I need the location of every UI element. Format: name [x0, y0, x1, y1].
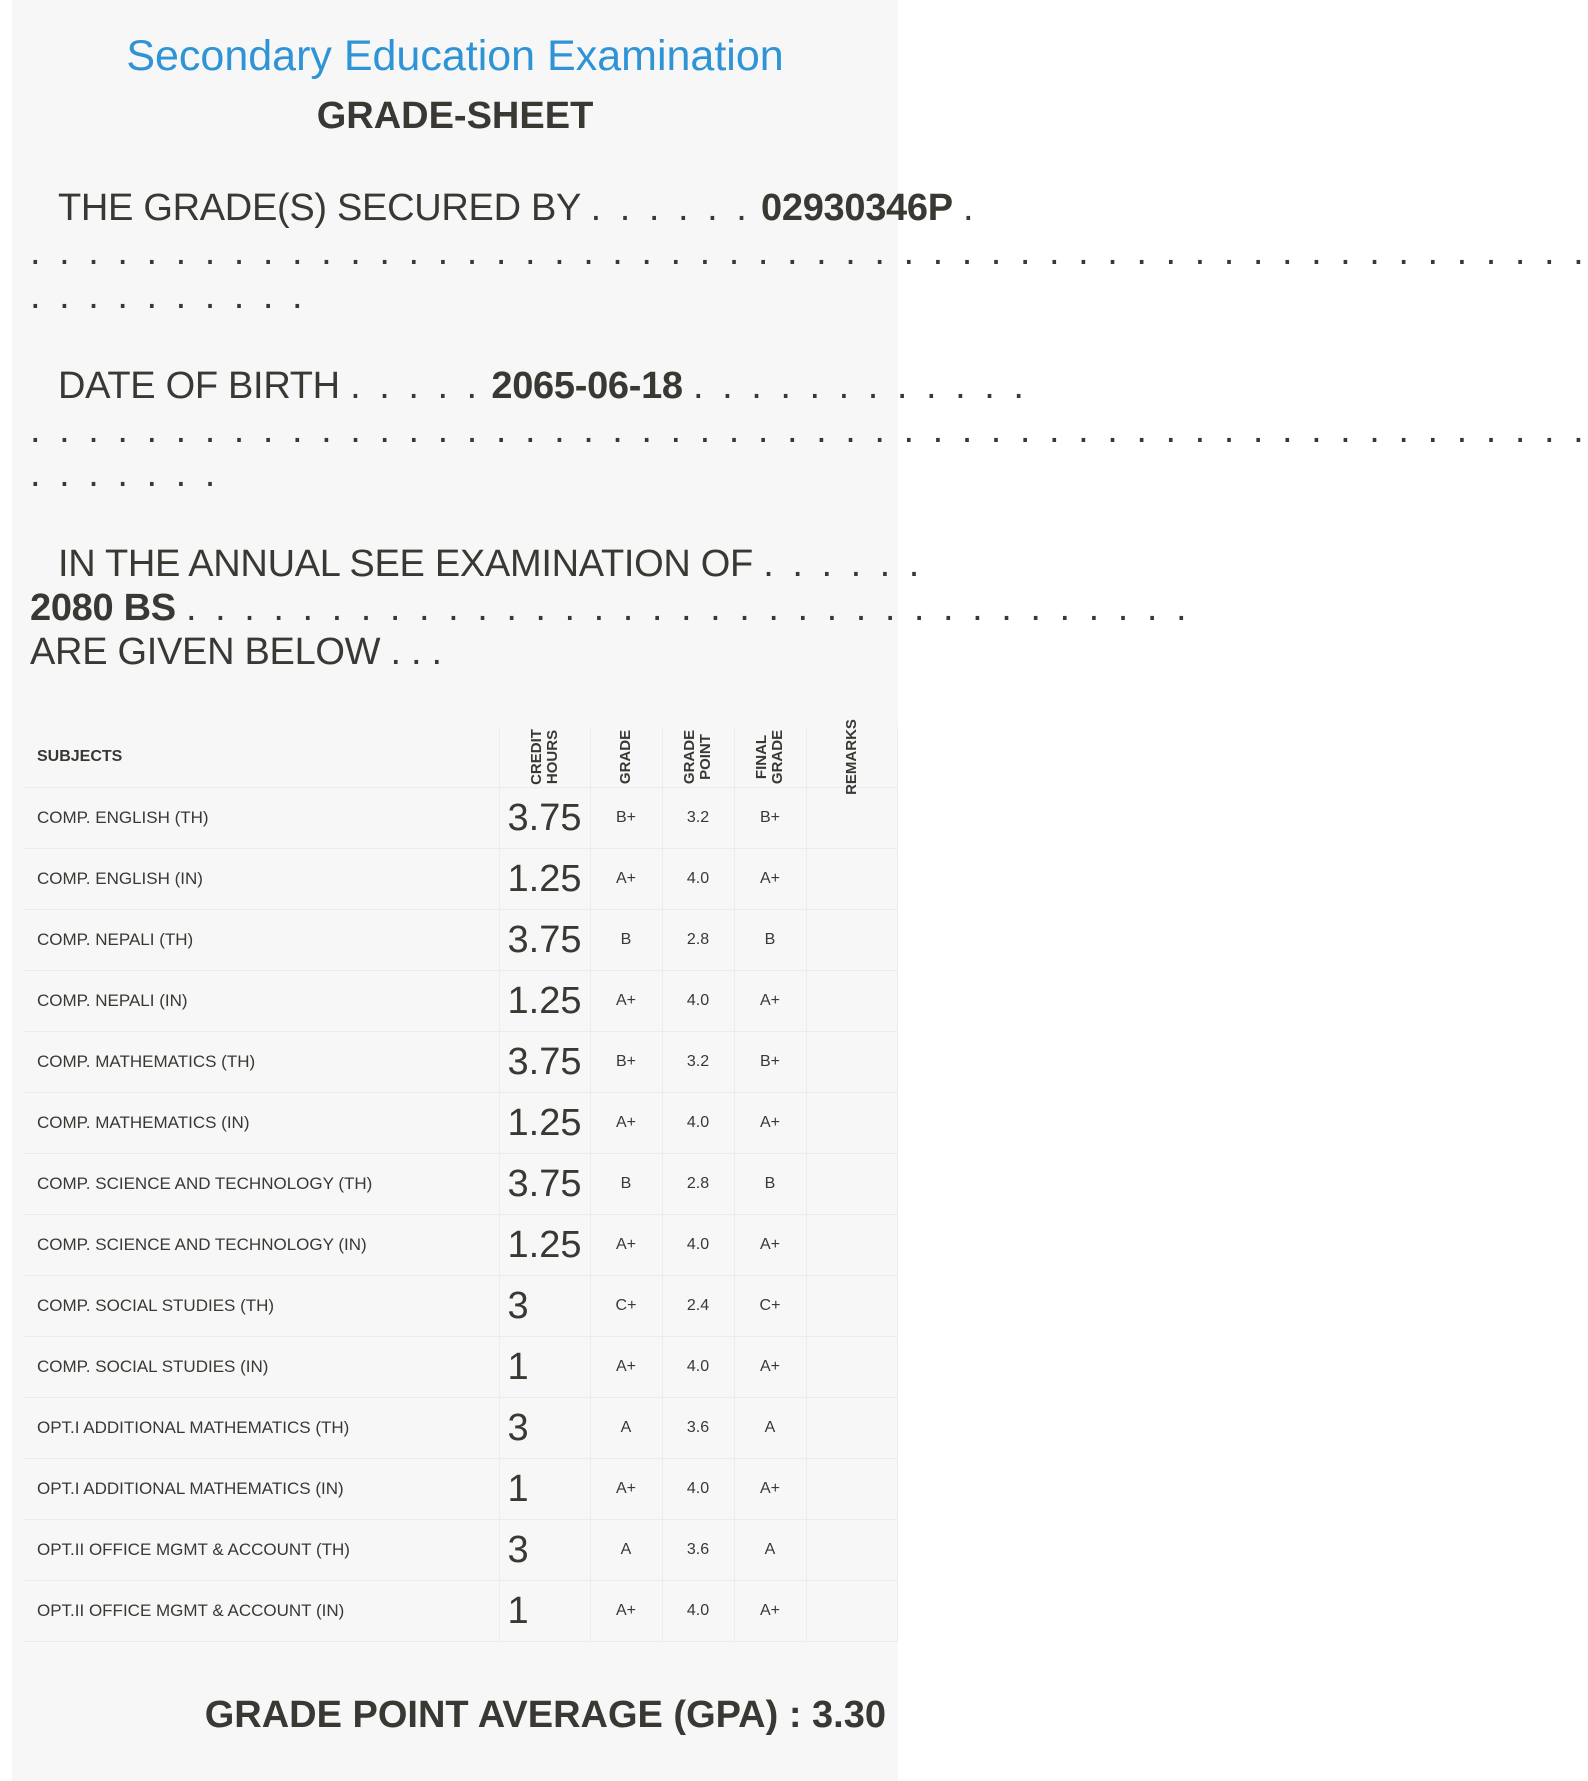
final-grade-cell: A+ [734, 1337, 806, 1398]
subject-cell: OPT.II OFFICE MGMT & ACCOUNT (IN) [24, 1581, 499, 1642]
remarks-cell [806, 1154, 897, 1215]
grade-cell: A+ [590, 1459, 662, 1520]
remarks-cell [806, 849, 897, 910]
header-grade-point: GRADE POINT [662, 727, 734, 788]
grade-point-cell: 4.0 [662, 1093, 734, 1154]
dob-paragraph: DATE OF BIRTH . . . . . 2065-06-18 . . . . . . . . . . . . . . . . . . . . . . . . . . . . . . . . . . . . . . . . . . . . . . . . . . . . . . . . . . . . . . . . . . . . . . . . . [30, 365, 1588, 495]
remarks-cell [806, 910, 897, 971]
grade-point-cell: 4.0 [662, 1459, 734, 1520]
grade-point-cell: 4.0 [662, 849, 734, 910]
final-grade-cell: A+ [734, 1581, 806, 1642]
remarks-cell [806, 1276, 897, 1337]
subject-cell: COMP. MATHEMATICS (IN) [24, 1093, 499, 1154]
grade-point-cell: 3.6 [662, 1398, 734, 1459]
credit-hours-cell: 1.25 [499, 971, 590, 1032]
remarks-cell [806, 1398, 897, 1459]
final-grade-cell: B+ [734, 1032, 806, 1093]
grade-point-cell: 3.2 [662, 788, 734, 849]
credit-hours-cell: 1 [499, 1459, 590, 1520]
final-grade-cell: A+ [734, 1459, 806, 1520]
grade-cell: A+ [590, 849, 662, 910]
sheet-title: GRADE-SHEET [316, 95, 594, 137]
grade-point-cell: 2.4 [662, 1276, 734, 1337]
remarks-cell [806, 1520, 897, 1581]
remarks-cell [806, 1093, 897, 1154]
table-row [24, 1398, 897, 1459]
subject-cell: OPT.II OFFICE MGMT & ACCOUNT (TH) [24, 1520, 499, 1581]
final-grade-cell: C+ [734, 1276, 806, 1337]
subject-cell: COMP. MATHEMATICS (TH) [24, 1032, 499, 1093]
credit-hours-cell: 3.75 [499, 1032, 590, 1093]
final-grade-cell: B [734, 910, 806, 971]
grade-point-cell: 3.2 [662, 1032, 734, 1093]
grade-cell: B+ [590, 1032, 662, 1093]
grade-table [24, 719, 898, 1642]
remarks-cell [806, 1337, 897, 1398]
credit-hours-cell: 1.25 [499, 849, 590, 910]
table-row [24, 849, 897, 910]
grade-cell: A [590, 1398, 662, 1459]
grade-cell: B [590, 910, 662, 971]
given-below-text: ARE GIVEN BELOW . . . [30, 631, 442, 673]
table-row [24, 1215, 897, 1276]
grade-point-cell: 2.8 [662, 1154, 734, 1215]
final-grade-cell: A+ [734, 1093, 806, 1154]
subject-cell: OPT.I ADDITIONAL MATHEMATICS (TH) [24, 1398, 499, 1459]
subject-cell: COMP. ENGLISH (IN) [24, 849, 499, 910]
credit-hours-cell: 3.75 [499, 910, 590, 971]
credit-hours-cell: 3 [499, 1276, 590, 1337]
grade-cell: B [590, 1154, 662, 1215]
table-row [24, 1093, 897, 1154]
table-row [24, 1276, 897, 1337]
table-row [24, 1459, 897, 1520]
grade-point-cell: 3.6 [662, 1520, 734, 1581]
credit-hours-cell: 3 [499, 1398, 590, 1459]
remarks-cell [806, 788, 897, 849]
table-row [24, 1520, 897, 1581]
grade-point-cell: 4.0 [662, 971, 734, 1032]
remarks-cell [806, 1215, 897, 1276]
table-row [24, 1337, 897, 1398]
secured-by-paragraph: THE GRADE(S) SECURED BY . . . . . . 02930346P . . . . . . . . . . . . . . . . . . . . . . . . . . . . . . . . . . . . . . . . . . . . . . . . . . . . . . . . . . . . . . . . . [30, 187, 1588, 317]
table-row [24, 910, 897, 971]
credit-hours-cell: 1.25 [499, 1215, 590, 1276]
secured-by-label: THE GRADE(S) SECURED BY [58, 187, 581, 229]
final-grade-cell: A+ [734, 971, 806, 1032]
grade-cell: A [590, 1520, 662, 1581]
exam-year: 2080 BS [30, 587, 176, 629]
exam-paragraph: IN THE ANNUAL SEE EXAMINATION OF . . . . . . 2080 BS . . . . . . . . . . . . . . . . . . . . . . . . . . . . . . . . . . . ARE GIVEN BELOW . . . [30, 543, 1191, 673]
credit-hours-cell: 1.25 [499, 1093, 590, 1154]
remarks-cell [806, 1581, 897, 1642]
final-grade-cell: B+ [734, 788, 806, 849]
subject-cell: OPT.I ADDITIONAL MATHEMATICS (IN) [24, 1459, 499, 1520]
credit-hours-cell: 3.75 [499, 1154, 590, 1215]
credit-hours-cell: 3 [499, 1520, 590, 1581]
grade-sheet [12, 0, 1588, 1781]
grade-cell: A+ [590, 1337, 662, 1398]
final-grade-cell: A+ [734, 1215, 806, 1276]
header-grade: GRADE [590, 727, 662, 788]
header-subjects: SUBJECTS [24, 727, 499, 788]
dob-label: DATE OF BIRTH [58, 365, 340, 407]
credit-hours-cell: 1 [499, 1337, 590, 1398]
grade-cell: A+ [590, 1093, 662, 1154]
final-grade-cell: B [734, 1154, 806, 1215]
credit-hours-cell: 1 [499, 1581, 590, 1642]
grade-cell: A+ [590, 1215, 662, 1276]
header-remarks: REMARKS [806, 727, 897, 788]
grade-point-cell: 4.0 [662, 1581, 734, 1642]
grade-point-cell: 4.0 [662, 1337, 734, 1398]
grade-cell: A+ [590, 1581, 662, 1642]
subject-cell: COMP. SOCIAL STUDIES (TH) [24, 1276, 499, 1337]
remarks-cell [806, 1459, 897, 1520]
exam-label: IN THE ANNUAL SEE EXAMINATION OF [58, 543, 753, 585]
dob-value: 2065-06-18 [491, 365, 683, 407]
subject-cell: COMP. SCIENCE AND TECHNOLOGY (IN) [24, 1215, 499, 1276]
subject-cell: COMP. NEPALI (IN) [24, 971, 499, 1032]
table-row [24, 971, 897, 1032]
final-grade-cell: A [734, 1520, 806, 1581]
final-grade-cell: A [734, 1398, 806, 1459]
grade-cell: B+ [590, 788, 662, 849]
table-header-row [24, 727, 897, 788]
grade-cell: A+ [590, 971, 662, 1032]
table-row [24, 1032, 897, 1093]
grade-point-cell: 4.0 [662, 1215, 734, 1276]
table-row [24, 1154, 897, 1215]
final-grade-cell: A+ [734, 849, 806, 910]
subject-cell: COMP. SOCIAL STUDIES (IN) [24, 1337, 499, 1398]
remarks-cell [806, 1032, 897, 1093]
table-row [24, 1581, 897, 1642]
table-row [24, 788, 897, 849]
grade-point-cell: 2.8 [662, 910, 734, 971]
subject-cell: COMP. ENGLISH (TH) [24, 788, 499, 849]
gpa-summary: GRADE POINT AVERAGE (GPA) : 3.30 [204, 1694, 886, 1736]
remarks-cell [806, 971, 897, 1032]
credit-hours-cell: 3.75 [499, 788, 590, 849]
header-final-grade: FINAL GRADE [734, 727, 806, 788]
symbol-number: 02930346P [761, 187, 953, 229]
grade-cell: C+ [590, 1276, 662, 1337]
subject-cell: COMP. NEPALI (TH) [24, 910, 499, 971]
header-credit-hours: CREDIT HOURS [499, 727, 590, 788]
subject-cell: COMP. SCIENCE AND TECHNOLOGY (TH) [24, 1154, 499, 1215]
exam-title: Secondary Education Examination [126, 32, 784, 80]
